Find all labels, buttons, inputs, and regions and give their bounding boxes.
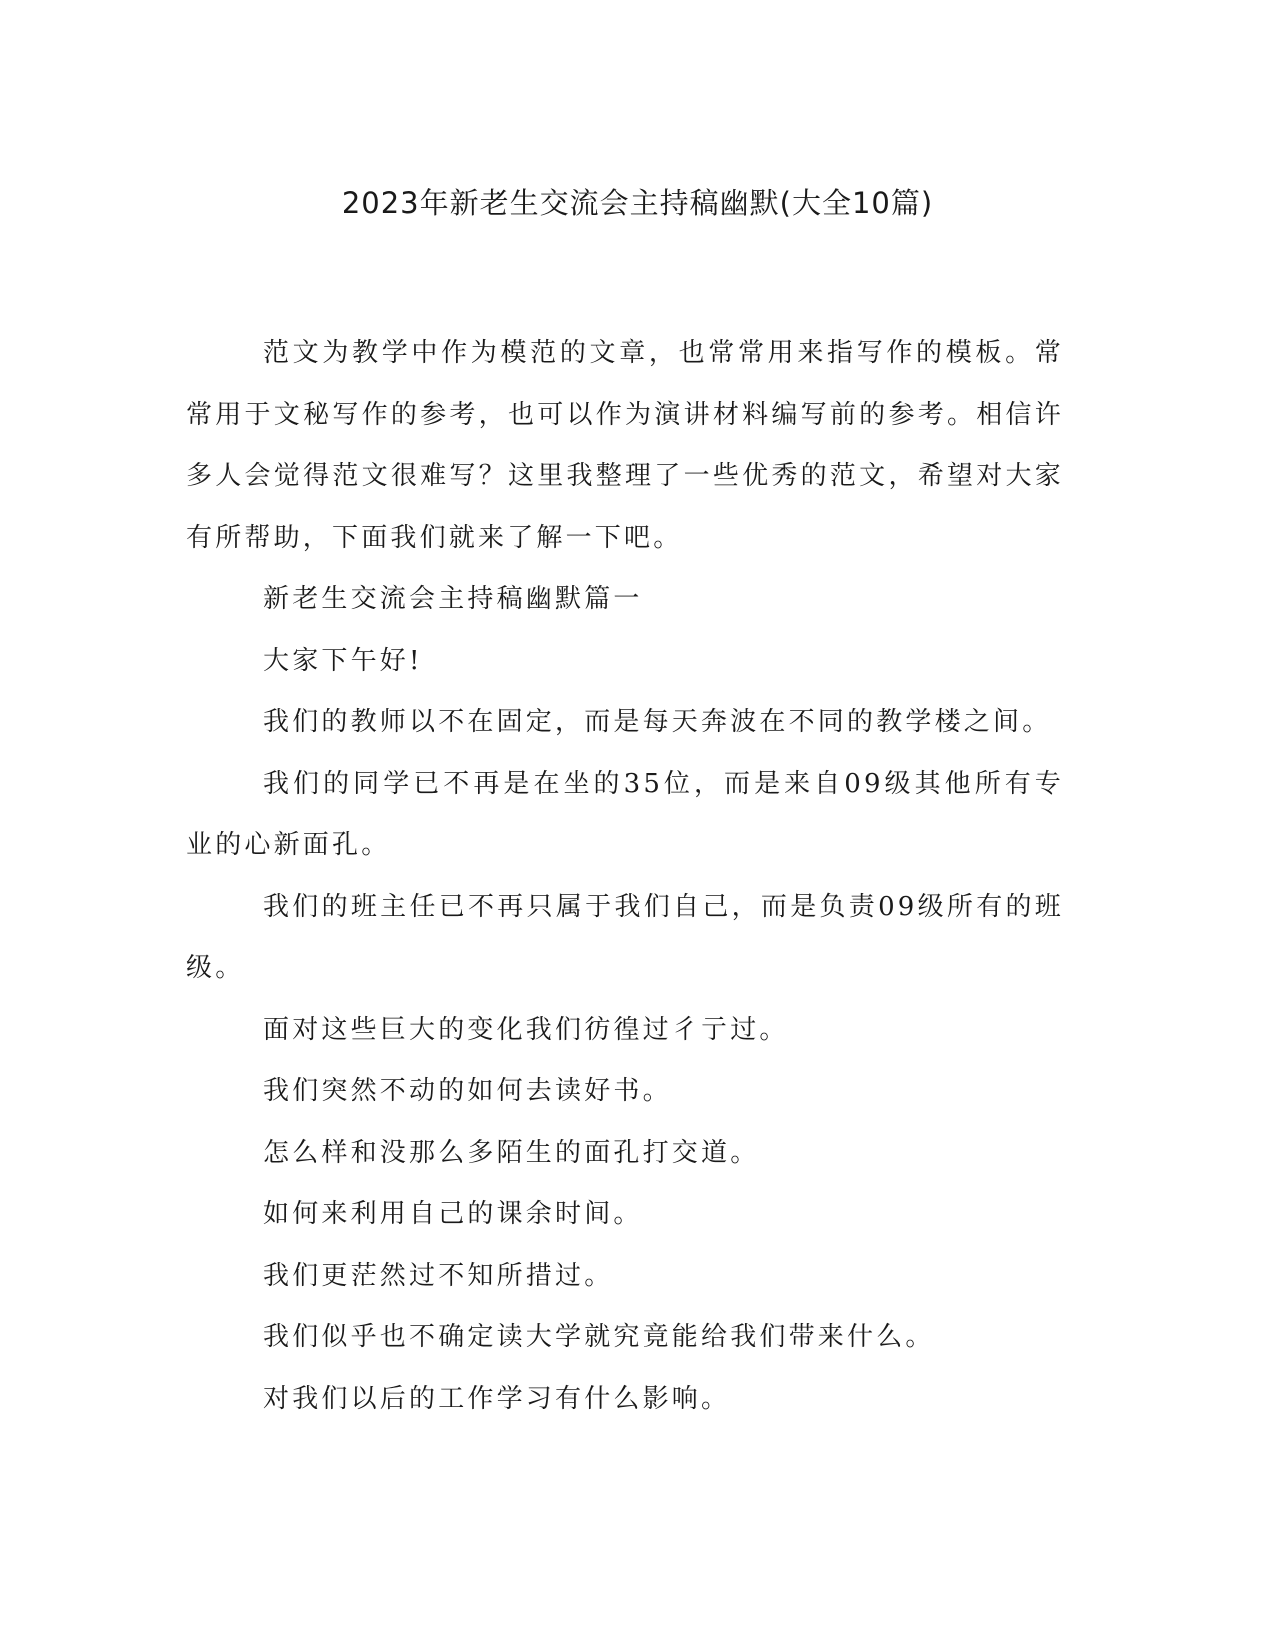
document-body: [186, 323, 1064, 1430]
section-heading: 新老生交流会主持稿幽默篇一: [263, 584, 643, 614]
body-paragraph: 我们的同学已不再是在坐的35位，而是来自09级其他所有专业的心新面孔。: [186, 768, 1064, 860]
body-paragraph: 我们的班主任已不再只属于我们自己，而是负责09级所有的班级。: [186, 891, 1064, 983]
body-paragraph: 面对这些巨大的变化我们彷徨过彳亍过。: [263, 1014, 789, 1045]
document-title: 2023年新老生交流会主持稿幽默(大全10篇): [341, 186, 934, 220]
greeting-paragraph: 大家下午好!: [263, 645, 423, 676]
body-paragraph: 如何来利用自己的课余时间。: [263, 1199, 643, 1229]
body-paragraph: 我们突然不动的如何去读好书。: [263, 1076, 672, 1106]
body-paragraph: 怎么样和没那么多陌生的面孔打交道。: [263, 1137, 760, 1168]
body-paragraph: 我们的教师以不在固定，而是每天奔波在不同的教学楼之间。: [263, 707, 1052, 737]
body-paragraph: 我们似乎也不确定读大学就究竟能给我们带来什么。: [263, 1322, 935, 1352]
body-paragraph: 我们更茫然过不知所措过。: [263, 1260, 614, 1291]
intro-paragraph: 范文为教学中作为模范的文章，也常常用来指写作的模板。常常用于文秘写作的参考，也可以作为演讲材料编写前的参考。相信许多人会觉得范文很难写？这里我整理了一些优秀的范文，希望对大家有所帮助，下面我们就来了解一下吧。: [186, 338, 1064, 553]
body-paragraph: 对我们以后的工作学习有什么影响。: [263, 1383, 731, 1414]
